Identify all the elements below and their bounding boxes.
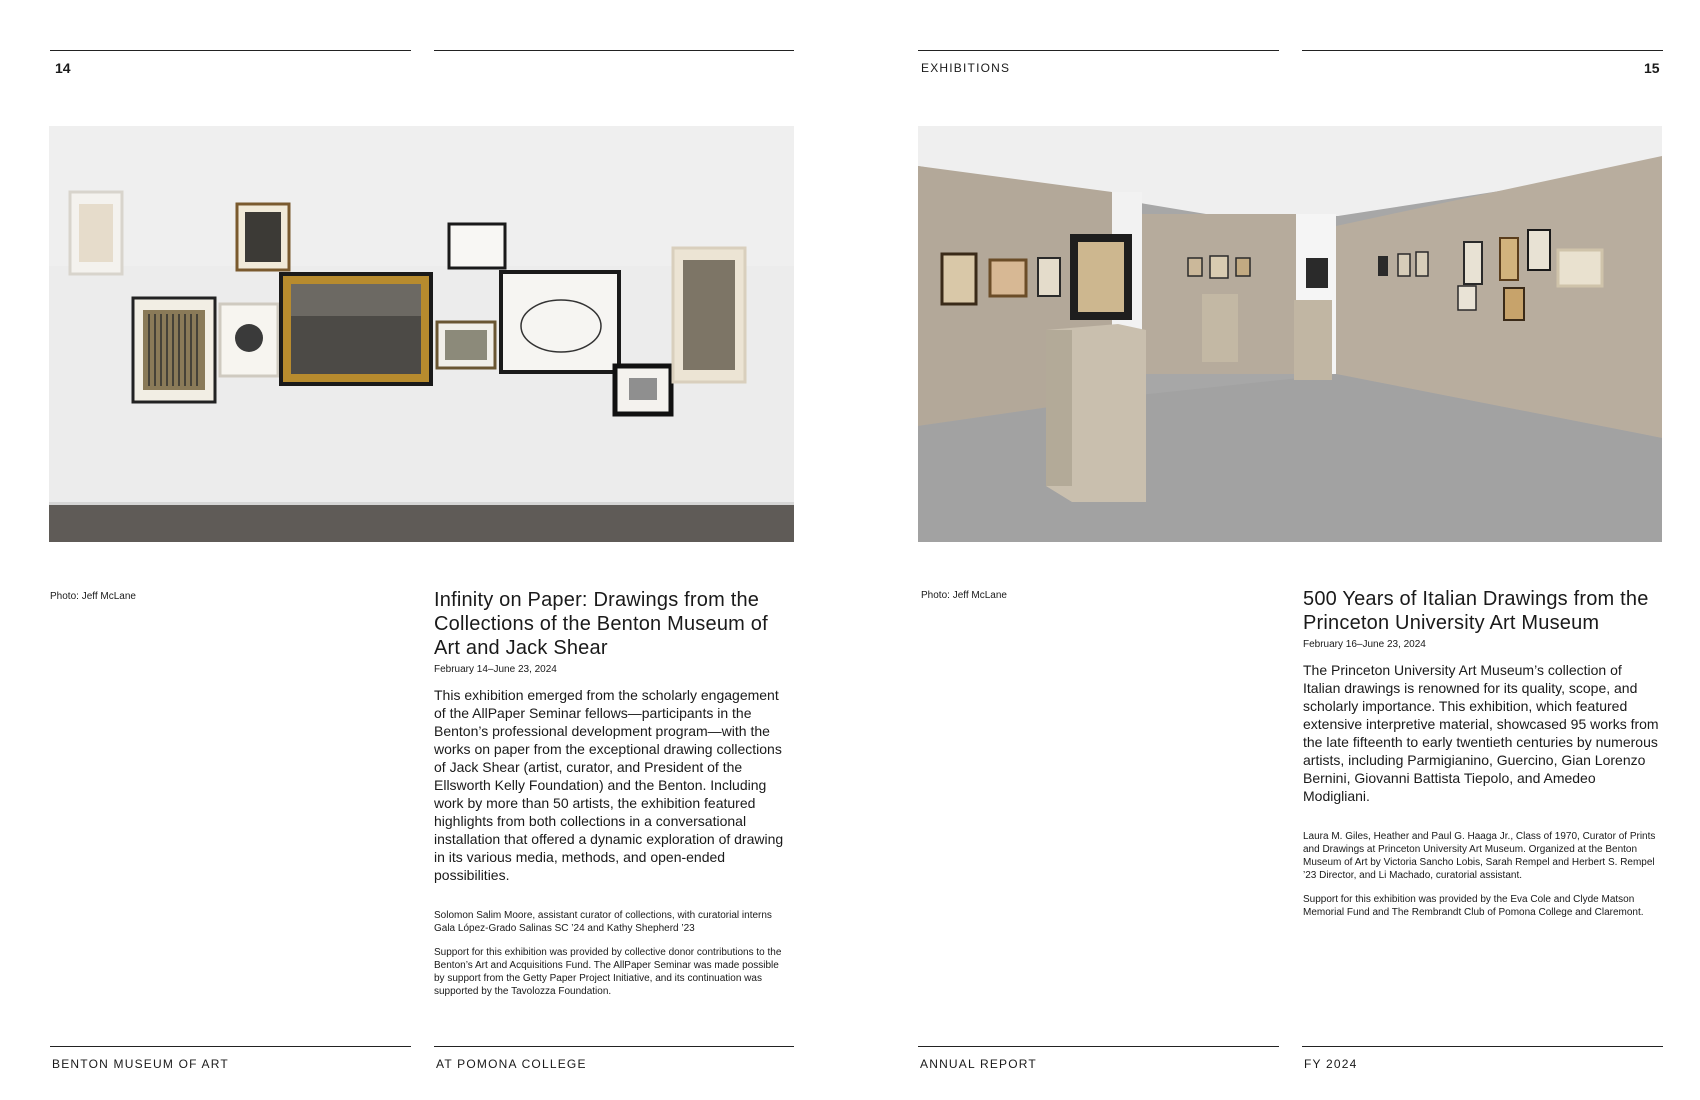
exhibition-description xyxy=(1303,661,1661,805)
curator-note: Solomon Salim Moore, assistant curator of collections, with curatorial interns Gala López-Grado Salinas SC ’24 and Kathy Shepherd ’23 xyxy=(434,910,772,934)
page-number: 14 xyxy=(55,60,71,76)
footer-left: ANNUAL REPORT xyxy=(920,1057,1037,1071)
footer-left: BENTON MUSEUM OF ART xyxy=(52,1057,229,1071)
bottom-rule xyxy=(918,1046,1279,1047)
exhibition-block xyxy=(434,588,792,1009)
support-note: Support for this exhibition was provided by collective donor contributions to the Benton’s Art and Acquisitions Fund. The AllPaper Seminar was made possible by support from the Getty Paper Project Initiative, and its continuation was supported by the Tavolozza Foundation. xyxy=(434,947,782,997)
gallery-wall-illustration xyxy=(49,126,794,542)
top-rule xyxy=(50,50,411,51)
exhibition-dates: February 14–June 23, 2024 xyxy=(434,664,557,675)
section-label: EXHIBITIONS xyxy=(921,61,1011,75)
footer-right: AT POMONA COLLEGE xyxy=(436,1057,587,1071)
exhibition-title: Infinity on Paper: Drawings from the Collections of the Benton Museum of Art and Jack Shear xyxy=(434,589,768,659)
gallery-photo xyxy=(49,126,794,542)
exhibition-notes xyxy=(434,909,792,998)
exhibition-title: 500 Years of Italian Drawings from the Princeton University Art Museum xyxy=(1303,588,1649,634)
photo-credit: Photo: Jeff McLane xyxy=(921,590,1007,601)
exhibition-body: This exhibition emerged from the scholarly engagement of the AllPaper Seminar fellows—participants in the Benton’s professional development program—with the works on paper from the exceptional drawing collections of Jack Shear (artist, curator, and President of the Ellsworth Kelly Foundation) and the Benton. Including work by more than 50 artists, the exhibition featured highlights from both collections in a conversational installation that offered a dynamic exploration of drawing in its various media, methods, and open-ended possibilities. xyxy=(434,687,784,883)
exhibition-notes xyxy=(1303,830,1661,919)
page-number: 15 xyxy=(1644,60,1660,76)
exhibition-block xyxy=(1303,587,1661,930)
exhibition-dates: February 16–June 23, 2024 xyxy=(1303,639,1426,650)
support-note: Support for this exhibition was provided by the Eva Cole and Clyde Matson Memorial Fund and The Rembrandt Club of Pomona College and Claremont. xyxy=(1303,894,1644,918)
bottom-rule xyxy=(434,1046,794,1047)
photo-credit: Photo: Jeff McLane xyxy=(50,591,136,602)
top-rule xyxy=(1302,50,1663,51)
top-rule xyxy=(918,50,1279,51)
exhibition-description xyxy=(434,686,792,884)
bottom-rule xyxy=(1302,1046,1663,1047)
bottom-rule xyxy=(50,1046,411,1047)
top-rule xyxy=(434,50,794,51)
gallery-room-illustration xyxy=(918,126,1662,542)
exhibition-body: The Princeton University Art Museum’s collection of Italian drawings is renowned for its quality, scope, and scholarly importance. This exhibition, which featured extensive interpretive material, showcased 95 works from the late fifteenth to early twentieth centuries by numerous artists, including Parmigianino, Guercino, Gian Lorenzo Bernini, Giovanni Battista Tiepolo, and Amedeo Modigliani. xyxy=(1303,662,1659,804)
gallery-photo xyxy=(918,126,1662,542)
curator-note: Laura M. Giles, Heather and Paul G. Haaga Jr., Class of 1970, Curator of Prints and Drawings at Princeton University Art Museum. Organized at the Benton Museum of Art by Victoria Sancho Lobis, Sarah Rempel and Herbert S. Rempel ’23 Director, and Li Machado, curatorial assistant. xyxy=(1303,831,1656,881)
footer-right: FY 2024 xyxy=(1304,1057,1358,1071)
